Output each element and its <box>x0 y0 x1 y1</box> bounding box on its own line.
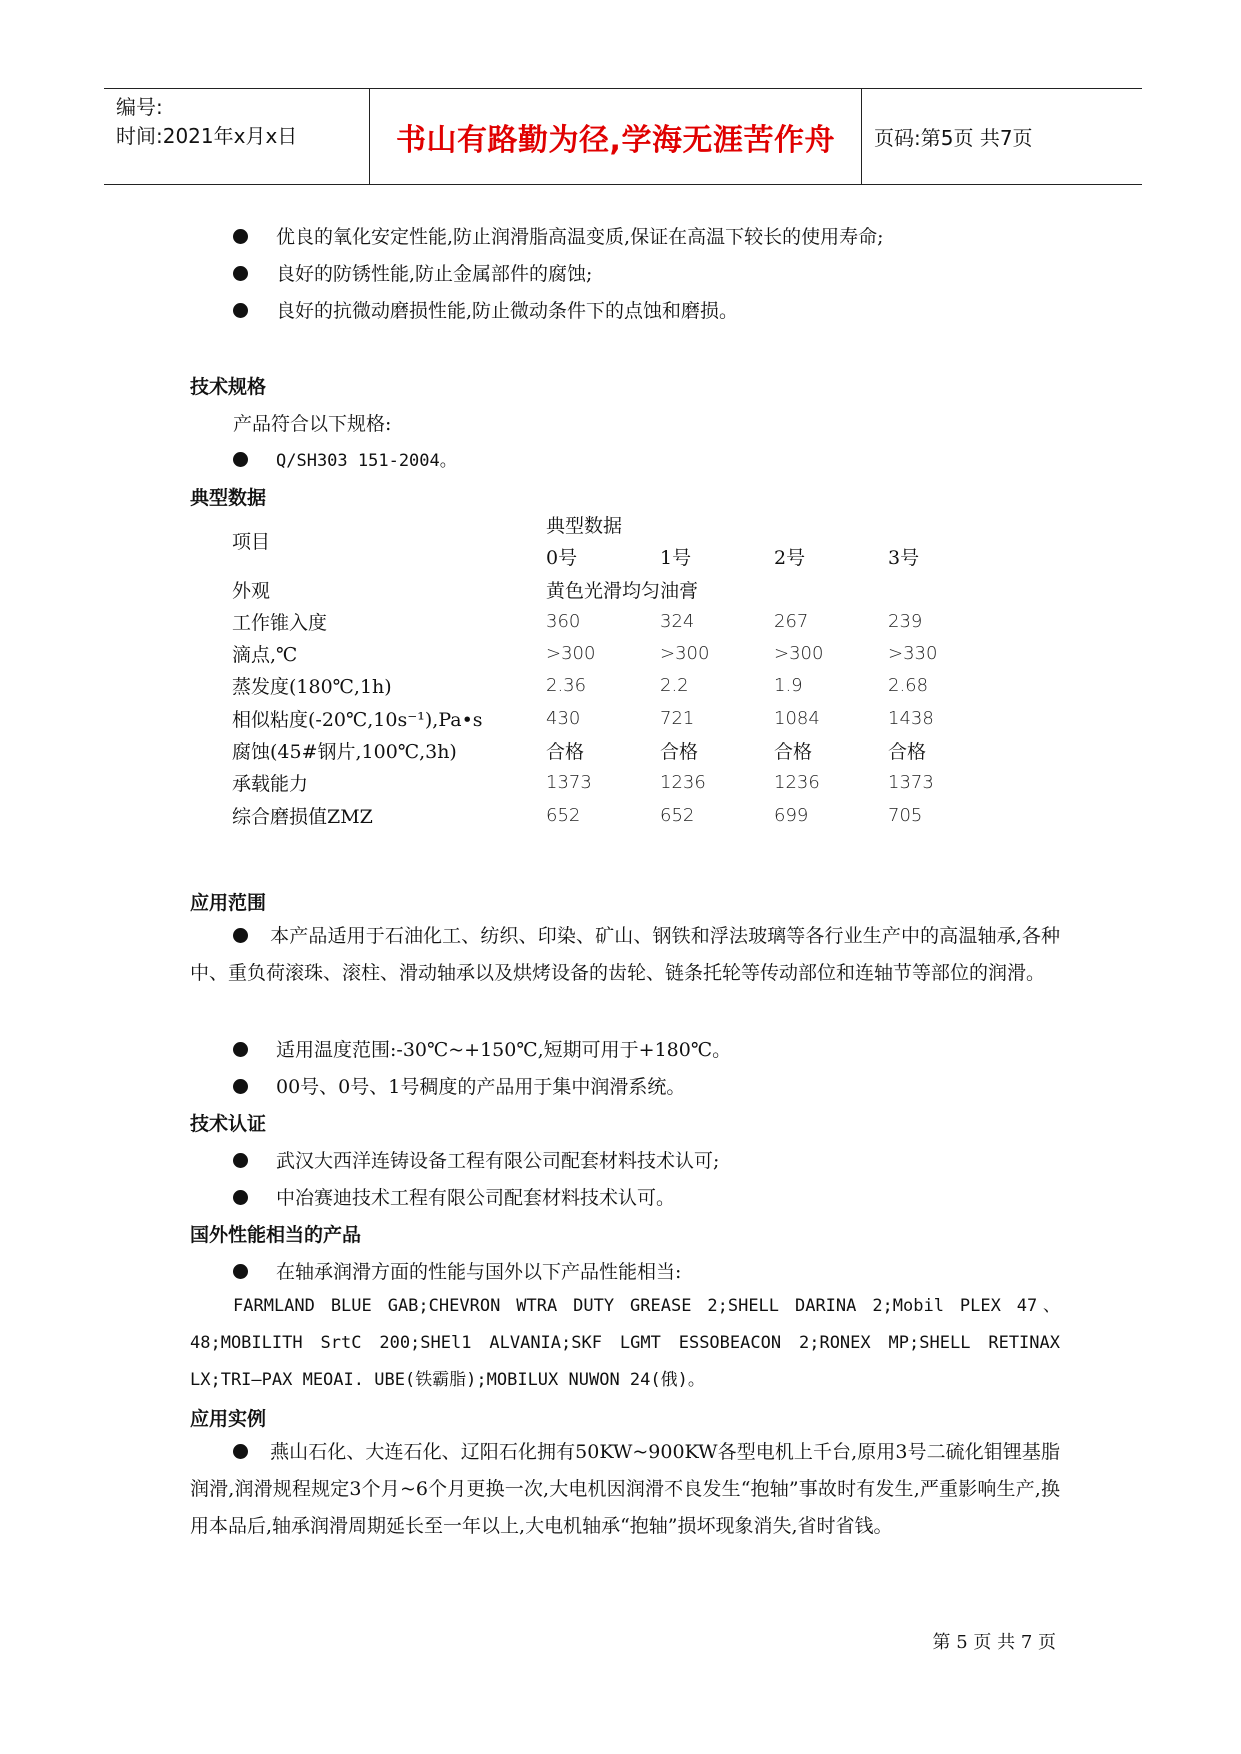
grade-header: 3号 <box>888 546 920 569</box>
application-paragraph: 本产品适用于石油化工、纺织、印染、矿山、钢铁和浮法玻璃等各行业生产中的高温轴承,各种中、重负荷滚珠、滚柱、滑动轴承以及烘烤设备的齿轮、链条托轮等传动部位和连轴节等部位的润滑。 <box>190 925 1060 984</box>
cell-value: >300 <box>660 642 710 664</box>
bullet-icon <box>233 1042 248 1057</box>
cell-value: 430 <box>546 707 581 729</box>
bullet-icon <box>233 266 248 281</box>
header-motto: 书山有路勤为径,学海无涯苦作舟 <box>370 89 862 184</box>
table-row <box>232 703 992 733</box>
table-grade-row <box>232 541 992 571</box>
bullet-icon <box>233 303 248 318</box>
cell-value: 721 <box>660 707 695 729</box>
table-row <box>232 670 992 700</box>
cases-paragraph: 燕山石化、大连石化、辽阳石化拥有50KW~900KW各型电机上千台,原用3号二硫化钼锂基脂润滑,润滑规程规定3个月~6个月更换一次,大电机因润滑不良发生“抱轴”事故时有发生,严重影响生产,换用本品后,轴承润滑周期延长至一年以上,大电机轴承“抱轴”损坏现象消失,省时省钱。 <box>190 1441 1060 1537</box>
cell-value: 合格 <box>660 740 699 763</box>
bullet-icon <box>233 1190 248 1205</box>
feature-item: 优良的氧化安定性能,防止润滑脂高温变质,保证在高温下较长的使用寿命; <box>190 222 1060 249</box>
cell-value: 1084 <box>774 707 820 729</box>
spec-item: Q/SH303 151-2004。 <box>190 446 1060 471</box>
row-label: 承载能力 <box>232 772 309 795</box>
cell-value: 1236 <box>774 771 820 793</box>
spec-intro: 产品符合以下规格: <box>233 413 392 435</box>
bullet-icon <box>233 229 248 244</box>
table-row <box>232 735 992 765</box>
header-page-info: 页码:第5页 共7页 <box>874 126 1033 150</box>
bullet-icon <box>233 1264 248 1279</box>
application-item: 00号、0号、1号稠度的产品用于集中润滑系统。 <box>190 1072 1060 1099</box>
cell-value: 652 <box>546 804 581 826</box>
header-number: 编号: <box>116 95 163 119</box>
grade-header: 2号 <box>774 546 806 569</box>
row-label: 相似粘度(-20℃,10s⁻¹),Pa•s <box>232 708 483 731</box>
cell-value: 239 <box>888 610 923 632</box>
row-label: 外观 <box>232 579 271 602</box>
equivalents-list: FARMLAND BLUE GAB;CHEVRON WTRA DUTY GREASE 2;SHELL DARINA 2;Mobil PLEX 47、48;MOBILITH SrtC 200;SHEl1 ALVANIA;SKF LGMT ESSOBEACON 2;RONEX MP;SHELL RETINAX LX;TRI—PAX MEOAI. UBE(铁霸脂);MOBILUX NUWON 24(俄)。 <box>190 1296 1060 1390</box>
cell-value: 2.68 <box>888 674 929 696</box>
row-label: 腐蚀(45#钢片,100℃,3h) <box>232 740 457 763</box>
header-meta <box>104 89 370 184</box>
page-footer: 第 5 页 共 7 页 <box>932 1632 1056 1653</box>
cell-value: 1373 <box>546 771 592 793</box>
cell-value: 1.9 <box>774 674 803 696</box>
cell-value: 2.36 <box>546 674 587 696</box>
cell-value: 合格 <box>546 740 585 763</box>
cell-value: >330 <box>888 642 938 664</box>
column-header-item: 项目 <box>232 530 271 553</box>
bullet-icon <box>233 452 248 467</box>
section-title-certification: 技术认证 <box>190 1113 267 1135</box>
application-item: 适用温度范围:-30℃~+150℃,短期可用于+180℃。 <box>190 1035 1060 1062</box>
table-row <box>232 638 992 668</box>
table-row <box>232 800 992 830</box>
section-title-equivalents: 国外性能相当的产品 <box>190 1224 362 1246</box>
column-group-typical: 典型数据 <box>546 514 623 537</box>
table-row <box>232 606 992 636</box>
cell-value: 2.2 <box>660 674 689 696</box>
row-label: 滴点,℃ <box>232 643 298 666</box>
bullet-icon <box>233 928 248 943</box>
bullet-icon <box>233 1153 248 1168</box>
section-title-spec: 技术规格 <box>190 376 267 398</box>
cell-value: 1236 <box>660 771 706 793</box>
certification-item: 武汉大西洋连铸设备工程有限公司配套材料技术认可; <box>190 1146 1060 1173</box>
cell-value: 合格 <box>888 740 927 763</box>
table-group-header <box>232 509 992 539</box>
feature-item: 良好的防锈性能,防止金属部件的腐蚀; <box>190 259 1060 286</box>
row-label: 综合磨损值ZMZ <box>232 805 373 828</box>
grade-header: 1号 <box>660 546 692 569</box>
cell-value: 1373 <box>888 771 934 793</box>
section-title-application: 应用范围 <box>190 892 267 914</box>
row-label: 蒸发度(180℃,1h) <box>232 675 392 698</box>
cell-value: 360 <box>546 610 581 632</box>
equivalents-intro: 在轴承润滑方面的性能与国外以下产品性能相当: <box>190 1257 1060 1284</box>
cell-value: 705 <box>888 804 923 826</box>
grade-header: 0号 <box>546 546 578 569</box>
cell-value: 652 <box>660 804 695 826</box>
cell-value: 合格 <box>774 740 813 763</box>
bullet-icon <box>233 1444 248 1459</box>
section-title-cases: 应用实例 <box>190 1408 267 1430</box>
cell-value: 699 <box>774 804 809 826</box>
cell-value: 267 <box>774 610 809 632</box>
cell-value: 1438 <box>888 707 934 729</box>
table-row <box>232 574 992 604</box>
header-time: 时间:2021年x月x日 <box>116 124 298 148</box>
bullet-icon <box>233 1079 248 1094</box>
section-title-typical: 典型数据 <box>190 487 267 509</box>
row-label: 工作锥入度 <box>232 611 328 634</box>
feature-item: 良好的抗微动磨损性能,防止微动条件下的点蚀和磨损。 <box>190 296 1060 323</box>
cell-value: >300 <box>774 642 824 664</box>
certification-item: 中冶赛迪技术工程有限公司配套材料技术认可。 <box>190 1183 1060 1210</box>
page-header <box>104 88 1142 185</box>
cell-value: 324 <box>660 610 695 632</box>
table-row <box>232 767 992 797</box>
cell-value: 黄色光滑均匀油膏 <box>546 579 699 602</box>
cell-value: >300 <box>546 642 596 664</box>
